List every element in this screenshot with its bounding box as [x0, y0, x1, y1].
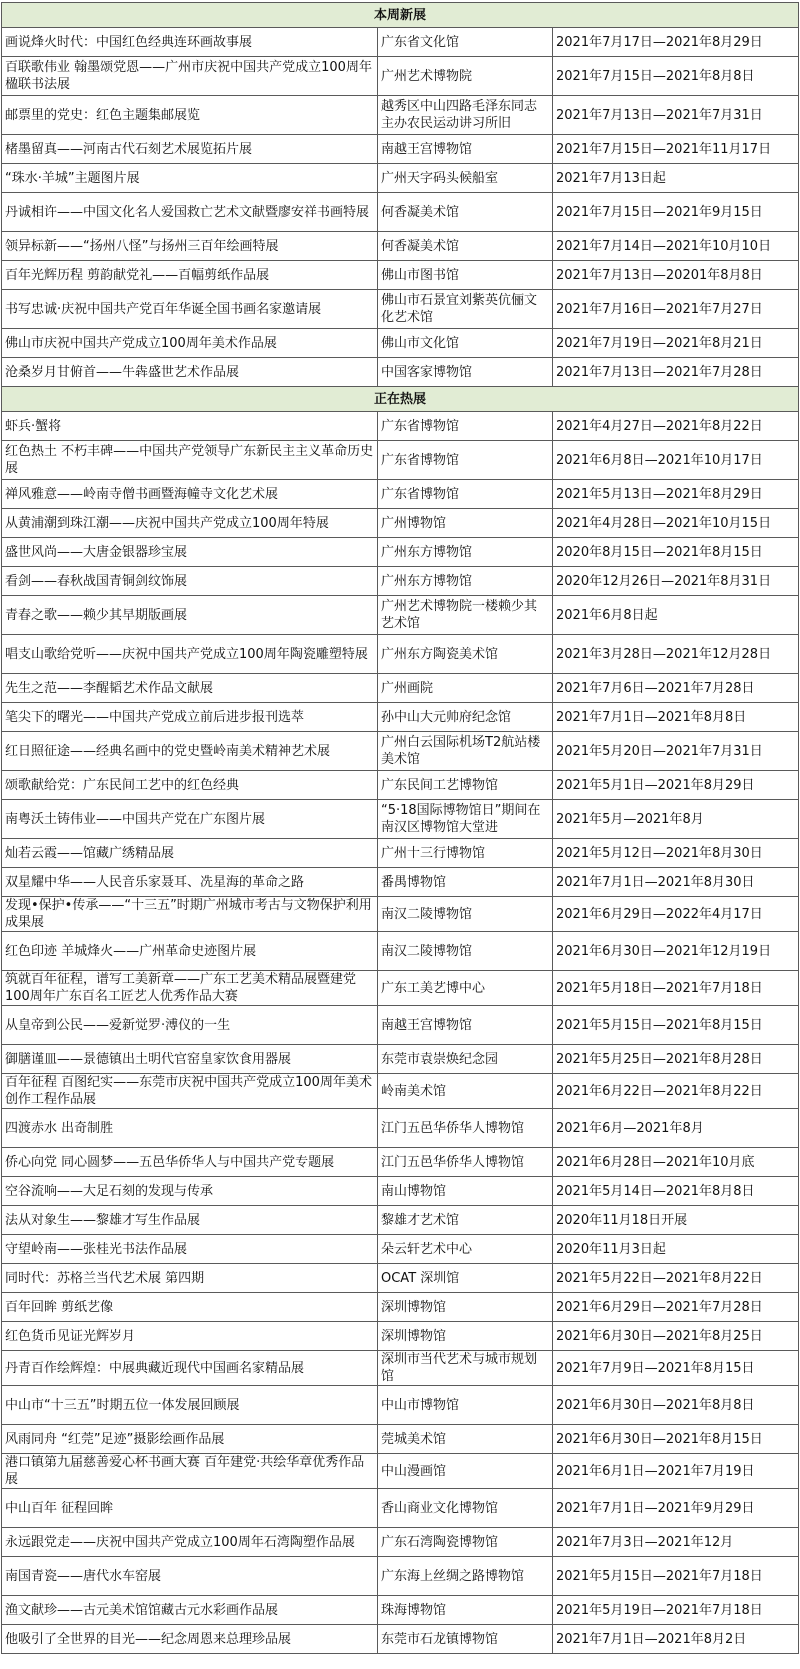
exhibition-name-cell: 他吸引了全世界的目光——纪念周恩来总理珍品展 — [2, 1625, 378, 1654]
venue-cell: 深圳博物馆 — [378, 1322, 553, 1351]
dates-cell: 2020年8月15日—2021年8月15日 — [553, 538, 799, 567]
dates-cell: 2021年6月28日—2021年10月底 — [553, 1148, 799, 1177]
table-row — [2, 1109, 799, 1148]
dates-cell: 2021年6月22日—2021年8月22日 — [553, 1074, 799, 1109]
exhibition-name-cell: 法从对象生——黎雄才写生作品展 — [2, 1206, 378, 1235]
venue-cell: 深圳市当代艺术与城市规划馆 — [378, 1351, 553, 1386]
venue-cell: 深圳博物馆 — [378, 1293, 553, 1322]
dates-cell: 2021年7月13日起 — [553, 164, 799, 193]
exhibition-name-cell: 御膳谨皿——景德镇出土明代官窑皇家饮食用器展 — [2, 1045, 378, 1074]
table-row — [2, 732, 799, 771]
table-row — [2, 164, 799, 193]
exhibition-name-cell: “珠水·羊城”主题图片展 — [2, 164, 378, 193]
exhibition-name-cell: 灿若云霞——馆藏广绣精品展 — [2, 839, 378, 868]
exhibition-name-cell: 从皇帝到公民——爱新觉罗·溥仪的一生 — [2, 1006, 378, 1045]
venue-cell: 广东石湾陶瓷博物馆 — [378, 1528, 553, 1557]
dates-cell: 2021年7月15日—2021年8月8日 — [553, 57, 799, 96]
venue-cell: 莞城美术馆 — [378, 1425, 553, 1454]
exhibition-name-cell: 红日照征途——经典名画中的党史暨岭南美术精神艺术展 — [2, 732, 378, 771]
table-row — [2, 509, 799, 538]
exhibition-name-cell: 邮票里的党史：红色主题集邮展览 — [2, 96, 378, 135]
exhibition-name-cell: 风雨同舟 “红莞”足迹”摄影绘画作品展 — [2, 1425, 378, 1454]
table-row — [2, 1264, 799, 1293]
table-row — [2, 1351, 799, 1386]
dates-cell: 2021年5月14日—2021年8月8日 — [553, 1177, 799, 1206]
venue-cell: 岭南美术馆 — [378, 1074, 553, 1109]
section-title: 正在热展 — [2, 387, 799, 412]
venue-cell: 广州东方博物馆 — [378, 567, 553, 596]
table-row — [2, 480, 799, 509]
venue-cell: 东莞市袁崇焕纪念园 — [378, 1045, 553, 1074]
table-row — [2, 868, 799, 897]
exhibition-name-cell: 百年回眸 剪纸艺像 — [2, 1293, 378, 1322]
dates-cell: 2021年5月19日—2021年7月18日 — [553, 1596, 799, 1625]
exhibition-name-cell: 红色印迹 羊城烽火——广州革命史迹图片展 — [2, 932, 378, 971]
dates-cell: 2021年5月12日—2021年8月30日 — [553, 839, 799, 868]
venue-cell: “5·18国际博物馆日”期间在南汉区博物馆大堂进 — [378, 800, 553, 839]
table-row — [2, 232, 799, 261]
dates-cell: 2020年11月3日起 — [553, 1235, 799, 1264]
venue-cell: 广州东方陶瓷美术馆 — [378, 635, 553, 674]
venue-cell: 广东民间工艺博物馆 — [378, 771, 553, 800]
dates-cell: 2021年7月3日—2021年12月 — [553, 1528, 799, 1557]
table-row — [2, 329, 799, 358]
venue-cell: 黎雄才艺术馆 — [378, 1206, 553, 1235]
venue-cell: 广州画院 — [378, 674, 553, 703]
table-row — [2, 1489, 799, 1528]
dates-cell: 2021年7月15日—2021年11月17日 — [553, 135, 799, 164]
venue-cell: 广州天字码头候船室 — [378, 164, 553, 193]
venue-cell: 广州东方博物馆 — [378, 538, 553, 567]
table-row — [2, 290, 799, 329]
venue-cell: 东莞市石龙镇博物馆 — [378, 1625, 553, 1654]
venue-cell: 番禺博物馆 — [378, 868, 553, 897]
venue-cell: 广州十三行博物馆 — [378, 839, 553, 868]
dates-cell: 2021年6月1日—2021年7月19日 — [553, 1454, 799, 1489]
dates-cell: 2021年6月—2021年8月 — [553, 1109, 799, 1148]
exhibition-listing-page — [0, 2, 800, 1669]
table-row — [2, 800, 799, 839]
venue-cell: 何香凝美术馆 — [378, 193, 553, 232]
dates-cell: 2021年6月30日—2021年8月15日 — [553, 1425, 799, 1454]
dates-cell: 2020年12月26日—2021年8月31日 — [553, 567, 799, 596]
section-header-row — [2, 3, 799, 28]
table-row — [2, 1045, 799, 1074]
dates-cell: 2021年7月1日—2021年8月30日 — [553, 868, 799, 897]
exhibition-name-cell: 虾兵·蟹将 — [2, 412, 378, 441]
table-row — [2, 674, 799, 703]
exhibition-name-cell: 永远跟党走——庆祝中国共产党成立100周年石湾陶塑作品展 — [2, 1528, 378, 1557]
dates-cell: 2021年7月13日—20201年8月8日 — [553, 261, 799, 290]
table-row — [2, 261, 799, 290]
dates-cell: 2021年3月28日—2021年12月28日 — [553, 635, 799, 674]
venue-cell: 广东省博物馆 — [378, 412, 553, 441]
dates-cell: 2021年7月1日—2021年8月2日 — [553, 1625, 799, 1654]
dates-cell: 2021年6月8日—2021年10月17日 — [553, 441, 799, 480]
section-header-row — [2, 387, 799, 412]
table-row — [2, 1177, 799, 1206]
exhibition-name-cell: 唱支山歌给党听——庆祝中国共产党成立100周年陶瓷雕塑特展 — [2, 635, 378, 674]
dates-cell: 2021年7月17日—2021年8月29日 — [553, 28, 799, 57]
venue-cell: 中山市博物馆 — [378, 1386, 553, 1425]
dates-cell: 2021年5月18日—2021年7月18日 — [553, 971, 799, 1006]
dates-cell: 2021年7月19日—2021年8月21日 — [553, 329, 799, 358]
table-row — [2, 57, 799, 96]
venue-cell: 广东省文化馆 — [378, 28, 553, 57]
exhibition-name-cell: 沧桑岁月甘俯首——牛犇盛世艺术作品展 — [2, 358, 378, 387]
table-row — [2, 771, 799, 800]
dates-cell: 2021年6月29日—2022年4月17日 — [553, 897, 799, 932]
table-row — [2, 839, 799, 868]
dates-cell: 2021年7月6日—2021年7月28日 — [553, 674, 799, 703]
dates-cell: 2021年5月15日—2021年8月15日 — [553, 1006, 799, 1045]
venue-cell: 中山漫画馆 — [378, 1454, 553, 1489]
venue-cell: 珠海博物馆 — [378, 1596, 553, 1625]
dates-cell: 2021年5月20日—2021年7月31日 — [553, 732, 799, 771]
table-row — [2, 1074, 799, 1109]
exhibition-name-cell: 南国青瓷——唐代水车窑展 — [2, 1557, 378, 1596]
table-row — [2, 1528, 799, 1557]
table-row — [2, 971, 799, 1006]
dates-cell: 2021年7月9日—2021年8月15日 — [553, 1351, 799, 1386]
venue-cell: 南山博物馆 — [378, 1177, 553, 1206]
table-row — [2, 193, 799, 232]
venue-cell: 孙中山大元帅府纪念馆 — [378, 703, 553, 732]
exhibition-name-cell: 笔尖下的曙光——中国共产党成立前后进步报刊选萃 — [2, 703, 378, 732]
dates-cell: 2021年5月—2021年8月 — [553, 800, 799, 839]
table-row — [2, 1235, 799, 1264]
table-row — [2, 1596, 799, 1625]
venue-cell: 广州艺术博物院一楼赖少其艺术馆 — [378, 596, 553, 635]
table-row — [2, 1148, 799, 1177]
dates-cell: 2021年7月1日—2021年8月8日 — [553, 703, 799, 732]
venue-cell: 南汉二陵博物馆 — [378, 897, 553, 932]
exhibition-name-cell: 南粤沃土铸伟业——中国共产党在广东图片展 — [2, 800, 378, 839]
exhibition-name-cell: 丹诚相许——中国文化名人爱国救亡艺术文献暨廖安祥书画特展 — [2, 193, 378, 232]
exhibition-name-cell: 楮墨留真——河南古代石刻艺术展览拓片展 — [2, 135, 378, 164]
dates-cell: 2021年5月22日—2021年8月22日 — [553, 1264, 799, 1293]
dates-cell: 2020年11月18日开展 — [553, 1206, 799, 1235]
venue-cell: 广东工美艺博中心 — [378, 971, 553, 1006]
exhibition-name-cell: 百年征程 百图纪实——东莞市庆祝中国共产党成立100周年美术创作工程作品展 — [2, 1074, 378, 1109]
exhibition-name-cell: 渔文献珍——古元美术馆馆藏古元水彩画作品展 — [2, 1596, 378, 1625]
exhibition-name-cell: 从黄浦潮到珠江潮——庆祝中国共产党成立100周年特展 — [2, 509, 378, 538]
table-row — [2, 1206, 799, 1235]
dates-cell: 2021年7月13日—2021年7月28日 — [553, 358, 799, 387]
table-row — [2, 358, 799, 387]
venue-cell: 香山商业文化博物馆 — [378, 1489, 553, 1528]
table-row — [2, 1322, 799, 1351]
exhibition-name-cell: 先生之范——李醒韬艺术作品文献展 — [2, 674, 378, 703]
venue-cell: 越秀区中山四路毛泽东同志主办农民运动讲习所旧 — [378, 96, 553, 135]
dates-cell: 2021年5月1日—2021年8月29日 — [553, 771, 799, 800]
table-row — [2, 703, 799, 732]
dates-cell: 2021年7月1日—2021年9月29日 — [553, 1489, 799, 1528]
table-row — [2, 28, 799, 57]
table-row — [2, 567, 799, 596]
venue-cell: 朵云轩艺术中心 — [378, 1235, 553, 1264]
section-title: 本周新展 — [2, 3, 799, 28]
venue-cell: 南汉二陵博物馆 — [378, 932, 553, 971]
exhibition-name-cell: 双星耀中华——人民音乐家聂耳、冼星海的革命之路 — [2, 868, 378, 897]
dates-cell: 2021年7月15日—2021年9月15日 — [553, 193, 799, 232]
exhibition-name-cell: 书写忠诚·庆祝中国共产党百年华诞全国书画名家邀请展 — [2, 290, 378, 329]
table-row — [2, 96, 799, 135]
exhibition-name-cell: 红色热土 不朽丰碑——中国共产党领导广东新民主主义革命历史展 — [2, 441, 378, 480]
venue-cell: 佛山市文化馆 — [378, 329, 553, 358]
venue-cell: 广州艺术博物院 — [378, 57, 553, 96]
table-row — [2, 538, 799, 567]
exhibition-name-cell: 中山百年 征程回眸 — [2, 1489, 378, 1528]
exhibition-name-cell: 颂歌献给党：广东民间工艺中的红色经典 — [2, 771, 378, 800]
dates-cell: 2021年6月30日—2021年8月25日 — [553, 1322, 799, 1351]
exhibition-name-cell: 百年光辉历程 剪韵献党礼——百幅剪纸作品展 — [2, 261, 378, 290]
venue-cell: 南越王宫博物馆 — [378, 135, 553, 164]
table-row — [2, 1625, 799, 1654]
venue-cell: 广州白云国际机场T2航站楼美术馆 — [378, 732, 553, 771]
dates-cell: 2021年6月30日—2021年12月19日 — [553, 932, 799, 971]
venue-cell: 江门五邑华侨华人博物馆 — [378, 1148, 553, 1177]
exhibition-name-cell: 中山市“十三五”时期五位一体发展回顾展 — [2, 1386, 378, 1425]
exhibition-name-cell: 守望岭南——张桂光书法作品展 — [2, 1235, 378, 1264]
table-row — [2, 1006, 799, 1045]
exhibition-name-cell: 发现•保护•传承——“十三五”时期广州城市考古与文物保护利用成果展 — [2, 897, 378, 932]
dates-cell: 2021年6月8日起 — [553, 596, 799, 635]
exhibition-name-cell: 佛山市庆祝中国共产党成立100周年美术作品展 — [2, 329, 378, 358]
table-row — [2, 1386, 799, 1425]
exhibition-name-cell: 港口镇第九届慈善爱心杯书画大赛 百年建党·共绘华章优秀作品展 — [2, 1454, 378, 1489]
exhibition-name-cell: 筑就百年征程，谱写工美新章——广东工艺美术精品展暨建党100周年广东百名工匠艺人优秀作品大赛 — [2, 971, 378, 1006]
venue-cell: 南越王宫博物馆 — [378, 1006, 553, 1045]
exhibition-name-cell: 百联歌伟业 翰墨颂党恩——广州市庆祝中国共产党成立100周年楹联书法展 — [2, 57, 378, 96]
table-row — [2, 635, 799, 674]
exhibition-name-cell: 红色货币见证光辉岁月 — [2, 1322, 378, 1351]
exhibition-name-cell: 同时代：苏格兰当代艺术展 第四期 — [2, 1264, 378, 1293]
venue-cell: 江门五邑华侨华人博物馆 — [378, 1109, 553, 1148]
exhibition-name-cell: 空谷流响——大足石刻的发现与传承 — [2, 1177, 378, 1206]
table-row — [2, 1557, 799, 1596]
table-row — [2, 135, 799, 164]
venue-cell: 佛山市石景宜刘紫英伉俪文化艺术馆 — [378, 290, 553, 329]
exhibition-table — [1, 2, 799, 1654]
dates-cell: 2021年5月13日—2021年8月29日 — [553, 480, 799, 509]
table-row — [2, 596, 799, 635]
exhibition-name-cell: 禅风雅意——岭南寺僧书画暨海幢寺文化艺术展 — [2, 480, 378, 509]
exhibition-name-cell: 看剑——春秋战国青铜剑纹饰展 — [2, 567, 378, 596]
dates-cell: 2021年4月28日—2021年10月15日 — [553, 509, 799, 538]
dates-cell: 2021年5月25日—2021年8月28日 — [553, 1045, 799, 1074]
table-row — [2, 1454, 799, 1489]
exhibition-name-cell: 丹青百作绘辉煌：中展典藏近现代中国画名家精品展 — [2, 1351, 378, 1386]
table-row — [2, 1293, 799, 1322]
exhibition-name-cell: 画说烽火时代：中国红色经典连环画故事展 — [2, 28, 378, 57]
venue-cell: OCAT 深圳馆 — [378, 1264, 553, 1293]
dates-cell: 2021年7月13日—2021年7月31日 — [553, 96, 799, 135]
venue-cell: 广州博物馆 — [378, 509, 553, 538]
dates-cell: 2021年7月16日—2021年7月27日 — [553, 290, 799, 329]
table-row — [2, 412, 799, 441]
venue-cell: 广东省博物馆 — [378, 441, 553, 480]
table-row — [2, 932, 799, 971]
table-row — [2, 1425, 799, 1454]
venue-cell: 佛山市图书馆 — [378, 261, 553, 290]
venue-cell: 广东海上丝绸之路博物馆 — [378, 1557, 553, 1596]
venue-cell: 广东省博物馆 — [378, 480, 553, 509]
exhibition-name-cell: 青春之歌——赖少其早期版画展 — [2, 596, 378, 635]
venue-cell: 中国客家博物馆 — [378, 358, 553, 387]
venue-cell: 何香凝美术馆 — [378, 232, 553, 261]
table-row — [2, 897, 799, 932]
table-row — [2, 441, 799, 480]
exhibition-name-cell: 四渡赤水 出奇制胜 — [2, 1109, 378, 1148]
dates-cell: 2021年4月27日—2021年8月22日 — [553, 412, 799, 441]
dates-cell: 2021年6月30日—2021年8月8日 — [553, 1386, 799, 1425]
dates-cell: 2021年5月15日—2021年7月18日 — [553, 1557, 799, 1596]
exhibition-name-cell: 侨心向党 同心圆梦——五邑华侨华人与中国共产党专题展 — [2, 1148, 378, 1177]
exhibition-name-cell: 盛世风尚——大唐金银器珍宝展 — [2, 538, 378, 567]
exhibition-name-cell: 领异标新——“扬州八怪”与扬州三百年绘画特展 — [2, 232, 378, 261]
dates-cell: 2021年6月29日—2021年7月28日 — [553, 1293, 799, 1322]
dates-cell: 2021年7月14日—2021年10月10日 — [553, 232, 799, 261]
